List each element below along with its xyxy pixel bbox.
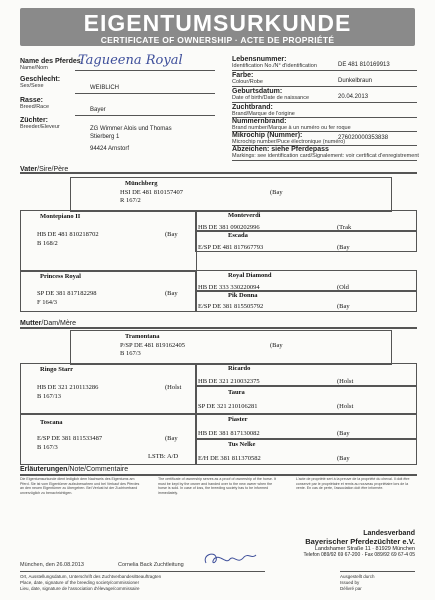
issuer-line-4: Telefon 089/92 69 67-200 · Fax 089/92 69 67-4 05 <box>303 552 415 558</box>
color-label: Farbe: Colour/Robe <box>232 72 263 85</box>
divider <box>75 115 215 116</box>
issuer-block <box>240 530 415 558</box>
sire-g4-color: (Bay <box>337 303 350 310</box>
sire-g3-color: (Old <box>337 284 349 291</box>
dam-top-rule <box>20 327 417 329</box>
issued-by-de: Ausgestellt durch <box>340 574 375 579</box>
markings-label: Abzeichen: siehe Pferdepass Markings: see identification card/Signalement: voir certificat d'enregistrement <box>232 146 419 159</box>
dam-p1-name: Ringo Starr <box>40 366 74 373</box>
title-banner <box>20 8 415 46</box>
sire-p1-name: Montepiano II <box>40 213 81 220</box>
dam-g1-name: Ricardo <box>228 365 251 372</box>
sire-p2-reg: F 164/3 <box>37 299 58 306</box>
dam-p2-name: Toscana <box>40 419 63 426</box>
sire-g1-name: Monteverdi <box>228 212 261 219</box>
document-title: EIGENTUMSURKUNDE <box>83 10 352 36</box>
sire-g3-name: Royal Diamond <box>228 272 272 279</box>
sire-id: HSI DE 481 810157407 <box>120 189 184 196</box>
divider <box>75 70 215 71</box>
sire-box <box>70 177 392 212</box>
issued-line <box>340 571 415 572</box>
sire-p1-id: HB DE 481 810218702 <box>37 231 99 238</box>
dam-reg: B 167/3 <box>120 350 141 357</box>
dam-g3-color: (Bay <box>337 430 350 437</box>
notes-rule <box>20 474 417 476</box>
dam-g4-color: (Bay <box>337 455 350 462</box>
sire-g1-id: HB DE 381 090202996 <box>198 224 260 231</box>
signature-scribble <box>200 549 260 569</box>
dam-p1-id: HB DE 321 210113286 <box>37 384 99 391</box>
dam-id: P/SP DE 481 819162405 <box>120 342 185 349</box>
signature-caption-de: Ort, Ausstellungsdatum, Unterschrift des Zuchtverbandes/Beauftragten <box>20 574 162 579</box>
sire-g1-color: (Trak <box>337 224 352 231</box>
dam-box <box>70 330 392 365</box>
issuer-line-3: Landshamer Straße 11 · 81929 München <box>314 546 415 552</box>
sire-g2-id: E/SP DE 481 817667793 <box>198 244 264 251</box>
breeder-label: Züchter: Breeder/Eleveur <box>20 117 60 130</box>
sire-g3-id: HB DE 333 330220094 <box>198 284 260 291</box>
sire-reg: R 167/2 <box>120 197 141 204</box>
life-number-label: Lebensnummer: Identification No./N° d'identification <box>232 56 317 69</box>
breed-label: Rasse: Breed/Race <box>20 97 50 110</box>
microchip-label: Mikrochip (Nummer): Microchip number/Puce électronique (numéro) <box>232 132 346 145</box>
sire-p1-reg: B 168/2 <box>37 240 58 247</box>
dam-name: Tramontana <box>125 333 160 340</box>
dam-g3-name: Piaster <box>228 416 248 423</box>
dam-p1-reg: B 167/13 <box>37 393 62 400</box>
brand-number-label: Nummernbrand: Brand number/Marque à un numéro ou fer roque <box>232 118 351 131</box>
dam-p2-reg: B 167/3 <box>37 444 58 451</box>
notes-french: L'acte de propriété sert à la preuve de la propriété du cheval. Il doit être conservé par le propriétaire et remis au nouveau propriétaire lors de la vente. En cas de perte, l'association doit être informée. <box>296 477 410 491</box>
breed-brand-label: Zuchtbrand: Brand/Marque de l'origine <box>232 104 295 117</box>
issued-by-en: Issued by <box>340 580 360 585</box>
dam-g2-color: (Holst <box>337 403 354 410</box>
issuer-line-1: Landesverband <box>363 530 415 537</box>
sire-p2-id: SP DE 381 817182298 <box>37 290 97 297</box>
dam-color: (Bay <box>270 342 283 349</box>
birth-date-value: 20.04.2013 <box>338 94 369 100</box>
divider <box>232 86 417 87</box>
dam-g1-color: (Holst <box>337 378 354 385</box>
horse-name-value: Tagueena Royal <box>78 53 183 68</box>
dam-g4-id: E/H DE 381 811370582 <box>198 455 261 462</box>
signature-caption-en: Place, date, signature of the breeding society/commissioner <box>20 580 140 585</box>
sire-p1-color: (Bay <box>165 231 178 238</box>
signer-name: Cornelia Back Zuchtleitung <box>118 562 184 568</box>
dam-g2-id: SP DE 321 210106281 <box>198 403 258 410</box>
dam-g1-id: HB DE 321 210032375 <box>198 378 260 385</box>
breeder-line-2: Stierberg 1 <box>90 134 120 140</box>
sex-value: WEIBLICH <box>90 85 120 91</box>
dam-g2-name: Taura <box>228 389 245 396</box>
sex-label: Geschlecht: Sex/Sexe <box>20 76 61 89</box>
dam-g4-name: Tus Nelke <box>228 441 256 448</box>
breeder-line-3: 94424 Arnstorf <box>90 146 130 152</box>
dam-p2-id: E/SP DE 381 811533487 <box>37 435 103 442</box>
sire-name: Münchberg <box>125 180 158 187</box>
divider <box>75 93 215 94</box>
signature-line <box>20 571 265 572</box>
signature-caption-fr: Lieu, date, signature de l'association d'élevage/commissaire <box>20 586 140 591</box>
dam-section-label: Mutter/Dam/Mère <box>20 320 77 327</box>
issuer-line-2: Bayerischer Pferdezüchter e.V. <box>305 537 415 546</box>
divider <box>232 70 417 71</box>
sire-p2-color: (Bay <box>165 290 178 297</box>
breeder-line-1: ZG Wimmer Alois und Thomas <box>90 126 172 132</box>
sire-g2-name: Escada <box>228 232 248 239</box>
dam-g3-id: HB DE 381 817130082 <box>198 430 260 437</box>
notes-label: Erläuterungen/Note/Commentaire <box>20 466 129 473</box>
life-number-value: DE 481 810169913 <box>338 62 390 68</box>
notes-english: The certificate of ownership serves as a proof of ownership of the horse. It must be kept by the owner and handed over to the new owner when the horse is sold. In case of loss, the breeding society has to be informed immediately. <box>158 477 276 495</box>
sire-g4-id: E/SP DE 381 815505792 <box>198 303 264 310</box>
horse-name-label: Name des Pferdes: Name/Nom <box>20 58 84 71</box>
lstb-note: LSTB: A/D <box>148 453 179 460</box>
notes-german: Die Eigentumsurkunde dient lediglich dem Nachweis des Eigentums am Pferd. Sie ist vom Eigentümer aufzubewahren und bei Verkauf des Pferdes an den neuen Eigentümer zu übergeben. Bei Verlust ist der Zuchtverband unverzüglich zu benachrichtigen. <box>20 477 140 495</box>
divider <box>232 102 417 103</box>
birth-date-label: Geburtsdatum: Date of birth/Date de naissance <box>232 88 310 101</box>
color-value: Dunkelbraun <box>338 78 373 84</box>
microchip-value: 276020000353838 <box>338 135 389 141</box>
divider <box>232 160 417 161</box>
issued-by-fr: Délivré par <box>340 586 362 591</box>
sire-section-label: Vater/Sire/Père <box>20 166 69 173</box>
sire-p2-name: Princess Royal <box>40 273 81 280</box>
document-subtitle: CERTIFICATE OF OWNERSHIP · ACTE DE PROPRIÉTÉ <box>100 35 335 45</box>
dam-p2-color: (Bay <box>165 435 178 442</box>
dam-p1-color: (Holst <box>165 384 182 391</box>
breed-value: Bayer <box>90 107 106 113</box>
issue-date: München, den 26.08.2013 <box>20 562 84 568</box>
sire-color: (Bay <box>270 189 283 196</box>
sire-g4-name: Pik Donna <box>228 292 258 299</box>
sire-top-rule <box>20 172 417 174</box>
sire-g2-color: (Bay <box>337 244 350 251</box>
